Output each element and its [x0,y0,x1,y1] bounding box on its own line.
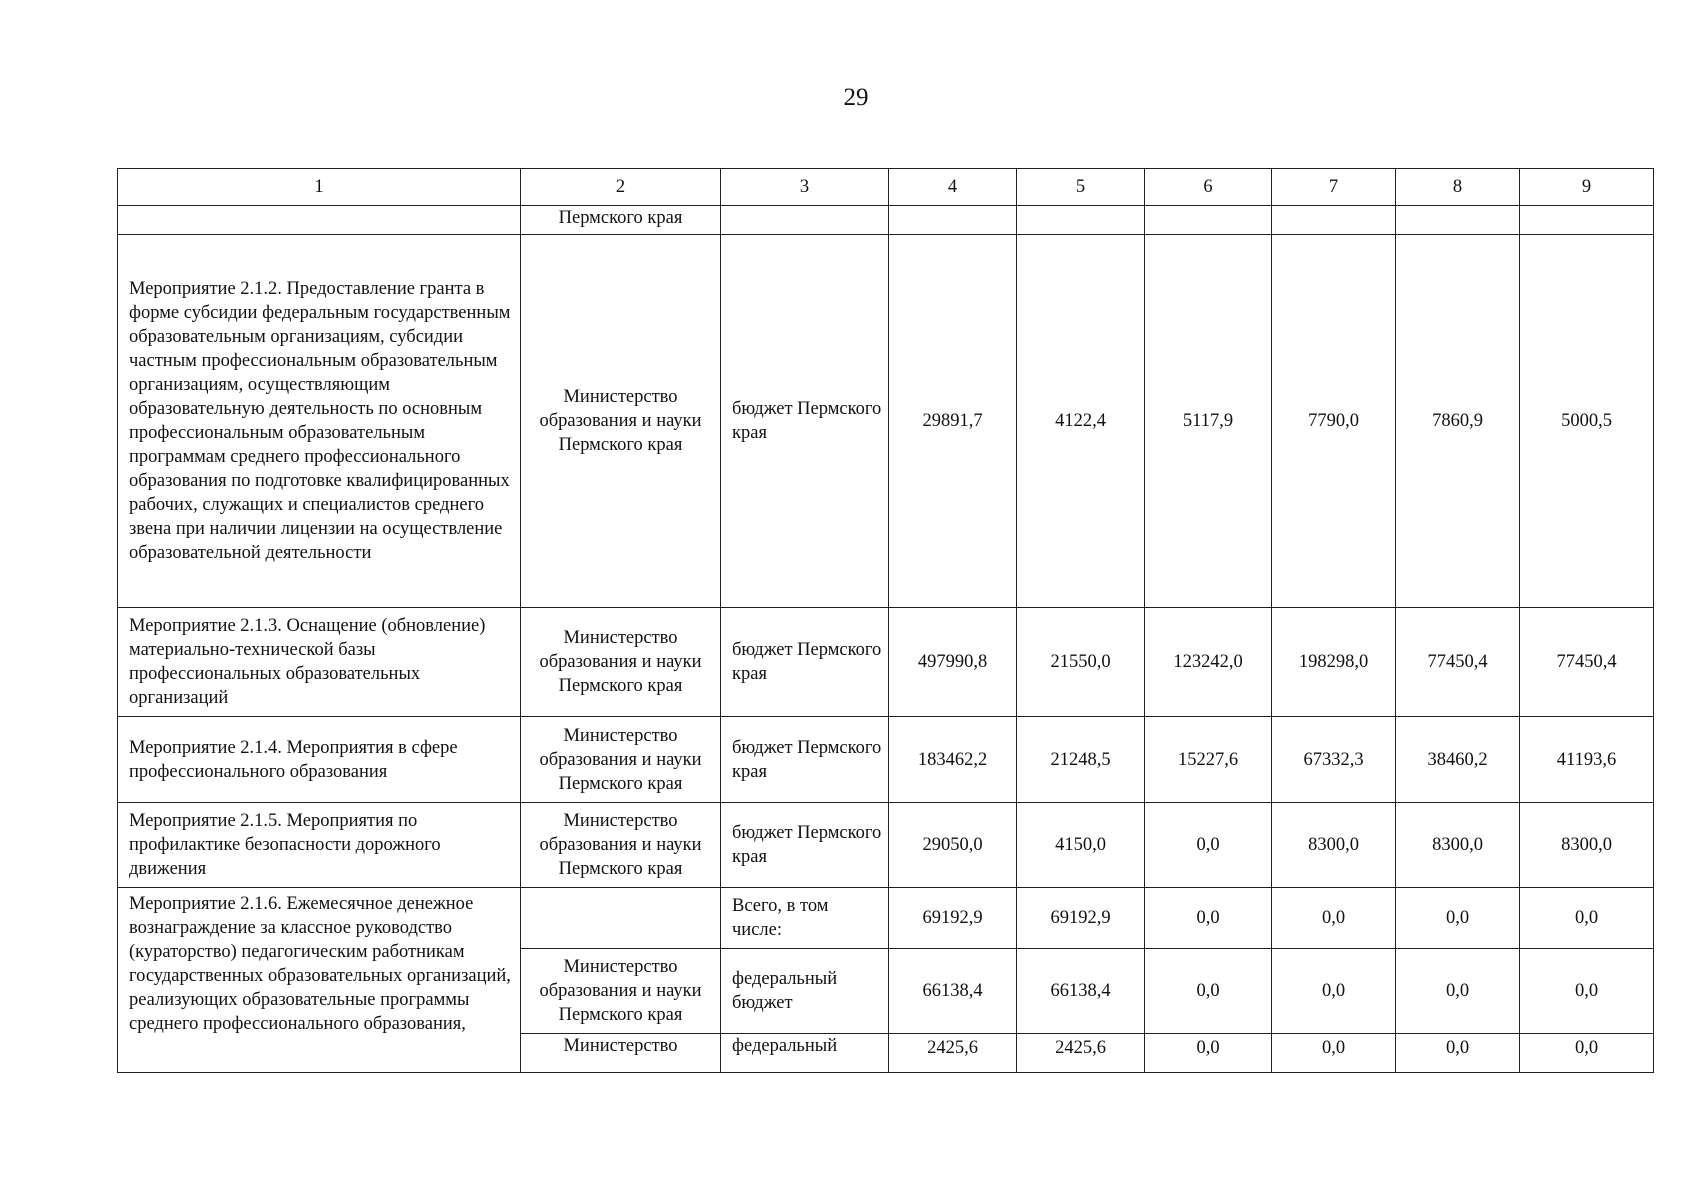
cell-value: 0,0 [1396,1034,1520,1073]
header-cell: 1 [118,169,521,206]
cell-value [1017,206,1145,235]
cell-value: 29891,7 [889,235,1017,608]
cell-value: 69192,9 [1017,888,1145,949]
cell-value [1520,206,1654,235]
cell-name: Мероприятие 2.1.6. Ежемесячное денежное вознаграждение за классное руководство (кураторство) педагогическим работникам государственных образовательных организаций, реализующих образовательные программы среднего профессионального образования, [118,888,521,1073]
cell-value: 29050,0 [889,803,1017,888]
cell-value: 0,0 [1145,888,1272,949]
cell-value: 77450,4 [1520,608,1654,717]
cell-value: 77450,4 [1396,608,1520,717]
cell-responsible: Министерство образования и науки Пермского края [521,949,721,1034]
budget-table [117,168,1654,1073]
cell-source: федеральный [721,1034,889,1073]
header-cell: 9 [1520,169,1654,206]
table-row [118,803,1654,888]
cell-value: 69192,9 [889,888,1017,949]
table-row [118,717,1654,803]
cell-source: бюджет Пермского края [721,803,889,888]
header-cell: 6 [1145,169,1272,206]
cell-responsible: Пермского края [521,206,721,235]
cell-value: 67332,3 [1272,717,1396,803]
header-cell: 7 [1272,169,1396,206]
cell-value: 0,0 [1520,1034,1654,1073]
cell-value: 0,0 [1272,888,1396,949]
cell-value [1272,206,1396,235]
header-cell: 3 [721,169,889,206]
header-cell: 4 [889,169,1017,206]
cell-value: 21248,5 [1017,717,1145,803]
cell-value: 4122,4 [1017,235,1145,608]
cell-value: 15227,6 [1145,717,1272,803]
header-cell: 5 [1017,169,1145,206]
cell-name: Мероприятие 2.1.2. Предоставление гранта в форме субсидии федеральным государственным образовательным организациям, субсидии частным профессиональным образовательным организациям, осуществляющим образовательную деятельность по основным профессиональным образовательным программам среднего профессионального образования по подготовке квалифицированных рабочих, служащих и специалистов среднего звена при наличии лицензии на осуществление образовательной деятельности [118,235,521,608]
cell-value: 123242,0 [1145,608,1272,717]
cell-responsible [521,888,721,949]
header-cell: 8 [1396,169,1520,206]
cell-value: 5117,9 [1145,235,1272,608]
cell-value: 0,0 [1396,888,1520,949]
cell-value: 2425,6 [1017,1034,1145,1073]
table-row-continued [118,206,1654,235]
cell-value: 0,0 [1520,888,1654,949]
page-number: 29 [843,84,869,111]
cell-value: 0,0 [1272,949,1396,1034]
cell-value: 183462,2 [889,717,1017,803]
cell-value: 0,0 [1272,1034,1396,1073]
cell-value: 7860,9 [1396,235,1520,608]
cell-value: 66138,4 [889,949,1017,1034]
cell-value [889,206,1017,235]
cell-value: 7790,0 [1272,235,1396,608]
cell-source [721,206,889,235]
cell-source: бюджет Пермского края [721,717,889,803]
cell-responsible: Министерство образования и науки Пермского края [521,803,721,888]
cell-value [1396,206,1520,235]
cell-source: Всего, в том числе: [721,888,889,949]
cell-name: Мероприятие 2.1.5. Мероприятия по профилактике безопасности дорожного движения [118,803,521,888]
cell-value: 497990,8 [889,608,1017,717]
cell-value: 0,0 [1145,803,1272,888]
cell-value [1145,206,1272,235]
cell-value: 198298,0 [1272,608,1396,717]
cell-value: 0,0 [1145,1034,1272,1073]
cell-responsible: Министерство образования и науки Пермского края [521,717,721,803]
cell-source: бюджет Пермского края [721,608,889,717]
header-cell: 2 [521,169,721,206]
table-row [118,608,1654,717]
cell-name: Мероприятие 2.1.3. Оснащение (обновление) материально-технической базы профессиональных образовательных организаций [118,608,521,717]
cell-value: 2425,6 [889,1034,1017,1073]
table-row [118,235,1654,608]
cell-source: бюджет Пермского края [721,235,889,608]
cell-value: 66138,4 [1017,949,1145,1034]
cell-responsible: Министерство образования и науки Пермского края [521,235,721,608]
cell-value: 4150,0 [1017,803,1145,888]
cell-value: 0,0 [1396,949,1520,1034]
cell-value: 0,0 [1520,949,1654,1034]
header-row [118,169,1654,206]
cell-value: 8300,0 [1396,803,1520,888]
cell-name: Мероприятие 2.1.4. Мероприятия в сфере профессионального образования [118,717,521,803]
cell-value: 8300,0 [1520,803,1654,888]
cell-name [118,206,521,235]
cell-value: 38460,2 [1396,717,1520,803]
cell-value: 0,0 [1145,949,1272,1034]
table-row [118,888,1654,949]
cell-value: 8300,0 [1272,803,1396,888]
cell-value: 21550,0 [1017,608,1145,717]
cell-responsible: Министерство [521,1034,721,1073]
cell-value: 41193,6 [1520,717,1654,803]
cell-source: федеральный бюджет [721,949,889,1034]
cell-responsible: Министерство образования и науки Пермского края [521,608,721,717]
cell-value: 5000,5 [1520,235,1654,608]
